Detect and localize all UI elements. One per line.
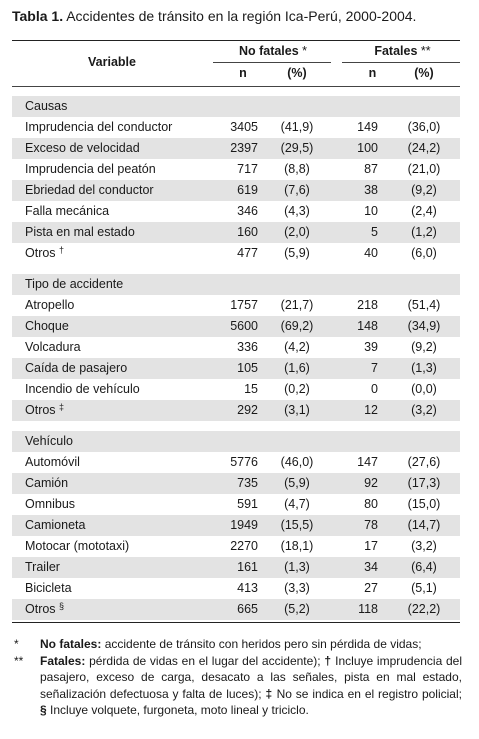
cell-n-fatales: 34 xyxy=(364,560,378,574)
cell-n-no-fatales: 2397 xyxy=(230,141,258,155)
table-row xyxy=(12,295,460,316)
table-row xyxy=(12,358,460,379)
cell-n-no-fatales: 591 xyxy=(237,497,258,511)
table-caption: Accidentes de tránsito en la región Ica-Perú, 2000-2004. xyxy=(66,8,417,24)
cell-pct-no-fatales: (0,2) xyxy=(284,382,310,396)
cell-n-fatales: 100 xyxy=(357,141,378,155)
cell-pct-fatales: (34,9) xyxy=(407,319,441,333)
fatales-underline xyxy=(342,62,460,63)
footnotes xyxy=(12,636,462,719)
cell-n-no-fatales: 5600 xyxy=(230,319,258,333)
row-label-text: Caída de pasajero xyxy=(25,361,128,375)
cell-n-fatales: 39 xyxy=(364,340,378,354)
variable-header-label: Variable xyxy=(88,55,136,69)
cell-pct-fatales: (1,3) xyxy=(411,361,437,375)
cell-pct-fatales: (51,4) xyxy=(407,298,441,312)
cell-pct-fatales: (14,7) xyxy=(407,518,441,532)
cell-pct-no-fatales: (21,7) xyxy=(280,298,314,312)
footnote-text: pérdida de vidas en el lugar del accidente); xyxy=(85,653,325,668)
row-label-text: Falla mecánica xyxy=(25,204,110,218)
cell-n-no-fatales: 1757 xyxy=(230,298,258,312)
footnote-text: accidente de tránsito con heridos pero sin pérdida de vidas; xyxy=(101,637,422,651)
row-label xyxy=(25,452,80,473)
row-label xyxy=(25,295,74,316)
section-mark: § xyxy=(40,703,47,717)
section-title: Tipo de accidente xyxy=(25,277,124,291)
table-row xyxy=(12,316,460,337)
row-label-text: Automóvil xyxy=(25,455,80,469)
cell-n-fatales: 118 xyxy=(358,602,378,616)
footnote-term: Fatales: xyxy=(40,653,86,668)
table-row xyxy=(12,159,460,180)
cell-pct-fatales: (6,4) xyxy=(411,560,437,574)
section-header xyxy=(12,96,460,117)
cell-pct-fatales: (22,2) xyxy=(407,602,441,616)
cell-pct-no-fatales: (41,9) xyxy=(280,120,314,134)
row-label-text: Camioneta xyxy=(25,518,86,532)
cell-n-fatales: 5 xyxy=(371,225,378,239)
cell-pct-no-fatales: (15,5) xyxy=(280,518,314,532)
cell-pct-no-fatales: (8,8) xyxy=(284,162,310,176)
row-label xyxy=(25,159,156,180)
row-label xyxy=(25,358,127,379)
table-row xyxy=(12,599,460,620)
table-row xyxy=(12,243,460,264)
section-header xyxy=(12,274,460,295)
table-row xyxy=(12,337,460,358)
cell-n-no-fatales: 735 xyxy=(237,476,258,490)
row-label xyxy=(25,379,140,400)
top-rule xyxy=(12,40,460,41)
cell-pct-no-fatales: (4,3) xyxy=(284,204,310,218)
row-footnote-mark: ‡ xyxy=(59,402,65,412)
row-label-text: Camión xyxy=(25,476,69,490)
footnote-body xyxy=(40,653,462,719)
footnote-text: No se indica en el registro policial; xyxy=(272,686,462,701)
cell-n-no-fatales: 1949 xyxy=(230,518,258,532)
cell-pct-fatales: (3,2) xyxy=(411,403,437,417)
cell-n-fatales: 80 xyxy=(364,497,378,511)
row-label xyxy=(25,117,172,138)
row-footnote-mark: § xyxy=(59,601,65,611)
cell-pct-no-fatales: (2,0) xyxy=(284,225,310,239)
cell-pct-no-fatales: (5,2) xyxy=(284,602,310,616)
cell-n-no-fatales: 2270 xyxy=(230,539,258,553)
cell-pct-no-fatales: (7,6) xyxy=(284,183,310,197)
no-fatales-mark: * xyxy=(302,44,308,58)
cell-pct-no-fatales: (18,1) xyxy=(280,539,314,553)
cell-pct-no-fatales: (3,3) xyxy=(284,581,310,595)
cell-pct-no-fatales: (1,6) xyxy=(284,361,310,375)
table-row xyxy=(12,180,460,201)
row-label-text: Otros xyxy=(25,246,56,260)
cell-pct-fatales: (15,0) xyxy=(407,497,441,511)
row-label xyxy=(25,400,64,421)
cell-n-fatales: 78 xyxy=(364,518,378,532)
cell-n-fatales: 17 xyxy=(364,539,378,553)
cell-pct-no-fatales: (4,7) xyxy=(284,497,310,511)
col-n1-header: n xyxy=(239,66,247,80)
row-label xyxy=(25,536,129,557)
row-label-text: Pista en mal estado xyxy=(25,225,135,239)
cell-n-fatales: 149 xyxy=(357,120,378,134)
table-row xyxy=(12,400,460,421)
cell-n-no-fatales: 161 xyxy=(237,560,258,574)
cell-n-fatales: 12 xyxy=(364,403,378,417)
row-label-text: Bicicleta xyxy=(25,581,72,595)
fatales-label: Fatales xyxy=(374,44,418,58)
row-label xyxy=(25,243,64,264)
no-fatales-underline xyxy=(213,62,331,63)
footnote-text: Incluye imprudencia del pasajero, exceso de carga, desacato a las señales, pista en mal estado, señalización defectuosa y falta de luces); xyxy=(40,653,463,701)
row-label-text: Imprudencia del conductor xyxy=(25,120,173,134)
row-label xyxy=(25,180,154,201)
row-label-text: Omnibus xyxy=(25,497,76,511)
cell-n-no-fatales: 717 xyxy=(237,162,258,176)
cell-n-fatales: 0 xyxy=(371,382,378,396)
col-p1-header: (%) xyxy=(287,66,307,80)
row-footnote-mark: † xyxy=(59,245,65,255)
cell-pct-no-fatales: (46,0) xyxy=(280,455,314,469)
cell-n-no-fatales: 619 xyxy=(237,183,258,197)
row-label xyxy=(25,557,60,578)
cell-n-fatales: 87 xyxy=(364,162,378,176)
row-label-text: Atropello xyxy=(25,298,75,312)
cell-n-no-fatales: 413 xyxy=(237,581,258,595)
cell-n-no-fatales: 292 xyxy=(237,403,258,417)
cell-n-no-fatales: 15 xyxy=(244,382,258,396)
row-label-text: Incendio de vehículo xyxy=(25,382,140,396)
footnote-text: Incluye volquete, furgoneta, moto lineal y triciclo. xyxy=(46,703,309,717)
cell-pct-fatales: (24,2) xyxy=(407,141,441,155)
fatales-mark: ** xyxy=(420,44,431,58)
table-row xyxy=(12,138,460,159)
table-row xyxy=(12,473,460,494)
cell-n-no-fatales: 336 xyxy=(237,340,258,354)
table-row xyxy=(12,557,460,578)
footnote-fatales xyxy=(12,653,462,719)
cell-pct-no-fatales: (4,2) xyxy=(284,340,310,354)
cell-pct-no-fatales: (5,9) xyxy=(284,476,310,490)
dagger-mark: † xyxy=(324,653,332,668)
row-label-text: Trailer xyxy=(25,560,60,574)
cell-n-no-fatales: 346 xyxy=(237,204,258,218)
table-row xyxy=(12,578,460,599)
cell-n-no-fatales: 160 xyxy=(237,225,258,239)
bottom-rule xyxy=(12,622,460,623)
row-label xyxy=(25,473,68,494)
row-label-text: Volcadura xyxy=(25,340,81,354)
cell-pct-no-fatales: (3,1) xyxy=(284,403,310,417)
cell-pct-fatales: (2,4) xyxy=(411,204,437,218)
cell-pct-no-fatales: (1,3) xyxy=(284,560,310,574)
cell-pct-no-fatales: (69,2) xyxy=(280,319,314,333)
footnote-term: No fatales: xyxy=(40,637,102,651)
cell-pct-fatales: (3,2) xyxy=(411,539,437,553)
row-label xyxy=(25,494,75,515)
row-label xyxy=(25,316,69,337)
row-label-text: Exceso de velocidad xyxy=(25,141,140,155)
no-fatales-label: No fatales xyxy=(238,44,299,58)
section-title: Vehículo xyxy=(25,434,73,448)
cell-n-no-fatales: 105 xyxy=(237,361,258,375)
cell-pct-fatales: (0,0) xyxy=(411,382,437,396)
cell-n-fatales: 147 xyxy=(357,455,378,469)
cell-n-fatales: 218 xyxy=(357,298,378,312)
cell-n-no-fatales: 3405 xyxy=(230,120,258,134)
row-label-text: Otros xyxy=(25,403,56,417)
row-label xyxy=(25,515,85,536)
fatales-header xyxy=(345,44,460,58)
col-p2-header: (%) xyxy=(414,66,434,80)
cell-n-no-fatales: 477 xyxy=(237,246,258,260)
row-label-text: Otros xyxy=(25,602,56,616)
row-label xyxy=(25,337,81,358)
cell-n-fatales: 92 xyxy=(364,476,378,490)
cell-pct-fatales: (17,3) xyxy=(407,476,441,490)
cell-n-fatales: 38 xyxy=(364,183,378,197)
col-n2-header: n xyxy=(368,66,377,80)
cell-pct-fatales: (1,2) xyxy=(411,225,437,239)
row-label xyxy=(25,201,109,222)
cell-pct-fatales: (21,0) xyxy=(407,162,441,176)
row-label xyxy=(25,599,64,620)
footnote-mark: ** xyxy=(14,653,24,668)
row-label-text: Motocar (mototaxi) xyxy=(25,539,130,553)
table-row xyxy=(12,201,460,222)
no-fatales-header xyxy=(213,44,333,58)
cell-pct-fatales: (9,2) xyxy=(411,340,437,354)
table-row xyxy=(12,379,460,400)
cell-n-no-fatales: 665 xyxy=(237,602,258,616)
cell-n-fatales: 7 xyxy=(371,361,378,375)
table-row xyxy=(12,452,460,473)
table-title xyxy=(12,6,416,26)
double-dagger-mark: ‡ xyxy=(265,686,273,701)
cell-pct-fatales: (5,1) xyxy=(411,581,437,595)
cell-pct-fatales: (36,0) xyxy=(407,120,441,134)
variable-header xyxy=(12,55,212,69)
cell-pct-fatales: (9,2) xyxy=(411,183,437,197)
row-label-text: Imprudencia del peatón xyxy=(25,162,156,176)
table-number: Tabla 1. xyxy=(12,8,64,24)
table-row xyxy=(12,117,460,138)
cell-pct-fatales: (6,0) xyxy=(411,246,437,260)
row-label xyxy=(25,222,135,243)
row-label-text: Ebriedad del conductor xyxy=(25,183,154,197)
row-label xyxy=(25,138,140,159)
footnote-no-fatales xyxy=(12,636,462,653)
cell-n-fatales: 27 xyxy=(364,581,378,595)
footnote-mark: * xyxy=(14,637,19,651)
cell-pct-no-fatales: (5,9) xyxy=(284,246,310,260)
section-title: Causas xyxy=(25,99,68,113)
table-row xyxy=(12,536,460,557)
cell-n-fatales: 148 xyxy=(357,319,378,333)
row-label-text: Choque xyxy=(25,319,69,333)
cell-pct-no-fatales: (29,5) xyxy=(280,141,314,155)
cell-pct-fatales: (27,6) xyxy=(407,455,441,469)
header-rule xyxy=(12,86,460,87)
table-row xyxy=(12,222,460,243)
table-row xyxy=(12,494,460,515)
table-row xyxy=(12,515,460,536)
cell-n-no-fatales: 5776 xyxy=(230,455,258,469)
cell-n-fatales: 10 xyxy=(364,204,378,218)
row-label xyxy=(25,578,72,599)
section-header xyxy=(12,431,460,452)
cell-n-fatales: 40 xyxy=(364,246,378,260)
